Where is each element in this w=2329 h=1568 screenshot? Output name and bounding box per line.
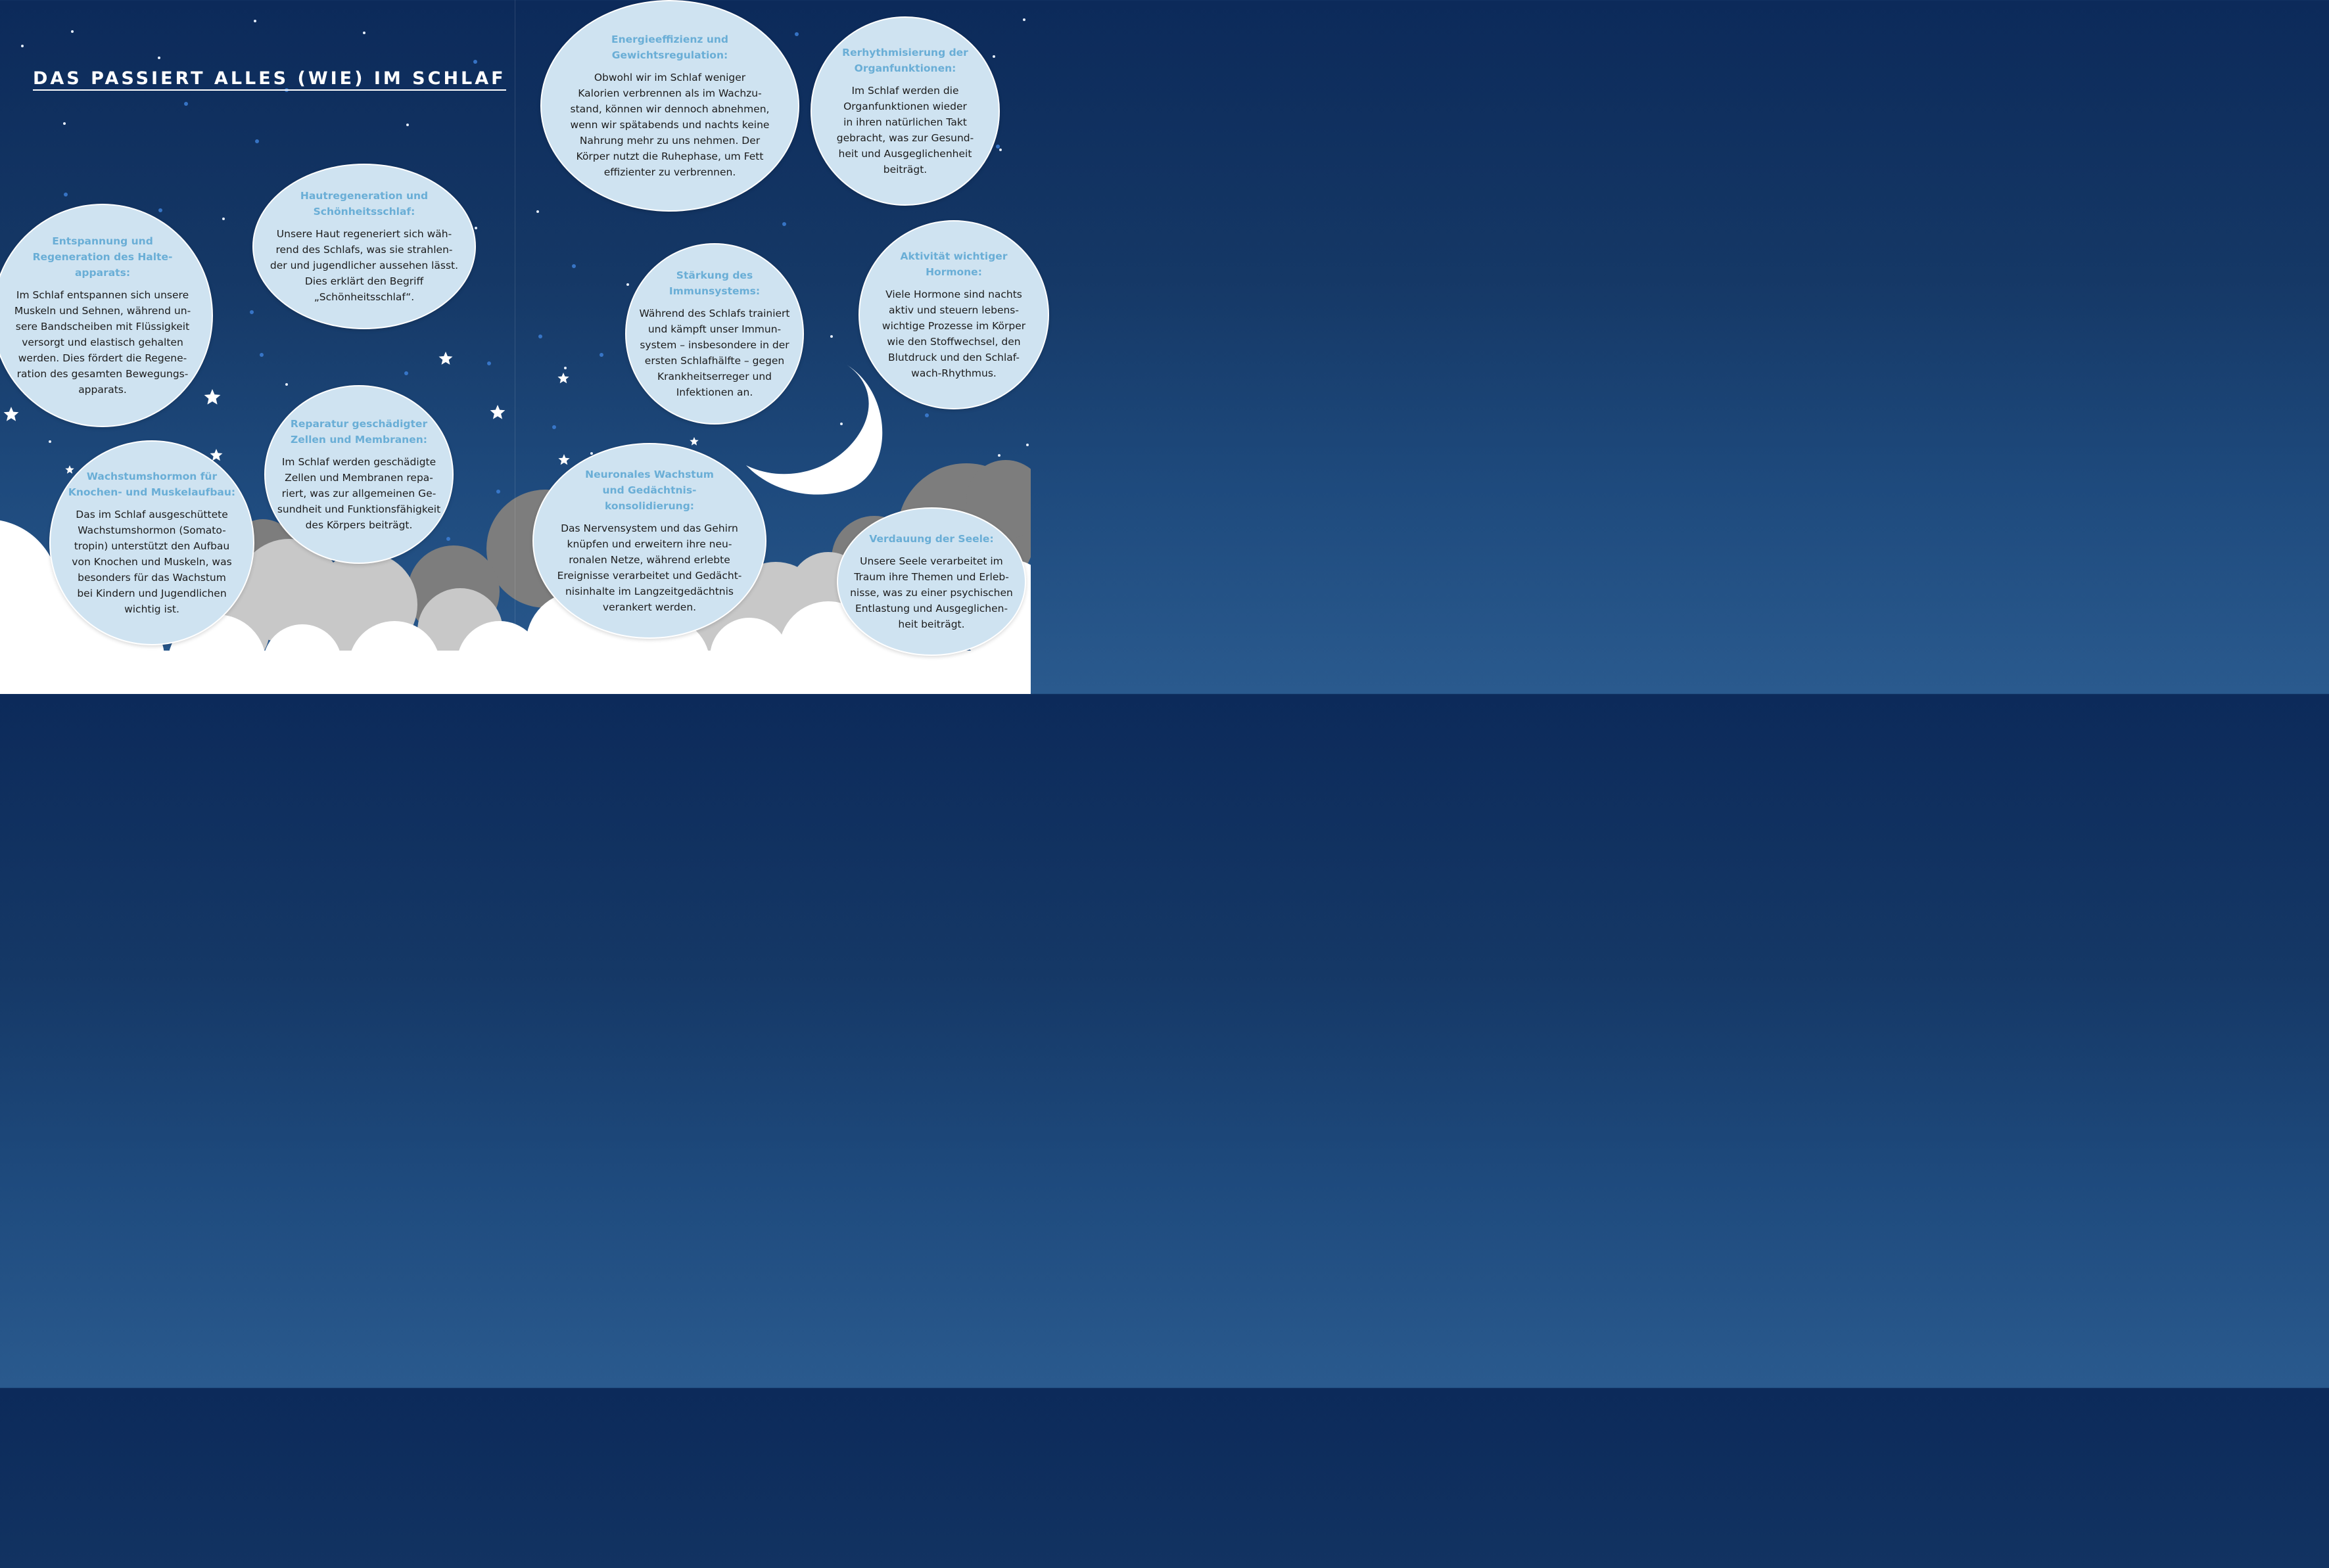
star-dot bbox=[250, 310, 254, 314]
bubble-neuronales-wachstum bbox=[532, 443, 766, 639]
star-dot bbox=[998, 454, 1000, 457]
star-dot bbox=[496, 490, 500, 494]
star-dot bbox=[363, 32, 365, 34]
bubble-hautregeneration bbox=[252, 164, 476, 329]
bubble-text: Im Schlaf werden die Organfunktionen wieder in ihren natürlichen Takt gebracht, was zur Gesund- heit und Ausgeglichenheit beiträgt. bbox=[836, 85, 974, 175]
star-dot bbox=[925, 413, 929, 417]
bubble-reparatur bbox=[264, 385, 454, 564]
star-dot bbox=[184, 102, 188, 106]
star-icon bbox=[490, 405, 506, 419]
star-dot bbox=[255, 139, 259, 143]
bubble-text: Im Schlaf werden geschädigte Zellen und Membranen repa- riert, was zur allgemeinen Ge- sundheit und Funktionsfähigkeit des Körpers beiträgt. bbox=[277, 456, 441, 531]
bubble-hormone bbox=[859, 220, 1049, 409]
bubble-heading: Rerhythmisierung der Organfunktionen: bbox=[842, 47, 968, 74]
star-dot bbox=[782, 222, 786, 226]
bubble-verdauung-der-seele bbox=[837, 507, 1026, 656]
star-dot bbox=[552, 425, 556, 429]
star-dot bbox=[600, 353, 603, 357]
star-dot bbox=[475, 227, 477, 229]
page-title: DAS PASSIERT ALLES (WIE) IM SCHLAF bbox=[33, 68, 506, 91]
star-dot bbox=[404, 371, 408, 375]
bubble-heading: Hautregeneration und Schönheitsschlaf: bbox=[300, 190, 429, 218]
star-dot bbox=[538, 334, 542, 338]
bubble-heading: Aktivität wichtiger Hormone: bbox=[900, 250, 1008, 278]
star-dot bbox=[222, 218, 225, 220]
star-icon bbox=[210, 449, 223, 461]
bubble-entspannung bbox=[0, 204, 213, 427]
star-dot bbox=[49, 440, 51, 443]
bubble-heading: Neuronales Wachstum und Gedächtnis- konsolidierung: bbox=[585, 469, 714, 512]
star-dot bbox=[830, 335, 833, 338]
star-dot bbox=[840, 423, 843, 425]
star-dot bbox=[572, 264, 576, 268]
bubble-heading: Reparatur geschädigter Zellen und Membranen: bbox=[290, 418, 428, 446]
star-dot bbox=[487, 361, 491, 365]
star-dot bbox=[473, 60, 477, 64]
bubble-text: Das im Schlaf ausgeschüttete Wachstumshormon (Somato- tropin) unterstützt den Aufbau von Knochen und Muskeln, was besonders für das Wachstum bei Kindern und Jugendlichen wichtig ist. bbox=[72, 509, 232, 615]
star-dot bbox=[260, 353, 264, 357]
bubble-heading: Stärkung des Immunsystems: bbox=[669, 269, 761, 297]
star-icon bbox=[558, 454, 569, 465]
star-icon bbox=[557, 373, 569, 383]
bubble-heading: Energieeffizienz und Gewichtsregulation: bbox=[611, 34, 728, 61]
bubble-text: Unsere Haut regeneriert sich wäh- rend des Schlafs, was sie strahlen- der und jugendlicher aussehen lässt. Dies erklärt den Begriff „Schönheitsschlaf“. bbox=[270, 228, 459, 303]
bubble-energieeffizienz bbox=[540, 0, 799, 212]
bubble-text: Das Nervensystem und das Gehirn knüpfen und erweitern ihre neu- ronalen Netze, während erlebte Ereignisse verarbeitet und Gedächt- nisinhalte im Langzeitgedächtnis verankert werden. bbox=[557, 522, 742, 613]
star-dot bbox=[536, 210, 539, 213]
bubble-wachstumshormon bbox=[49, 440, 254, 645]
bubble-heading: Entspannung und Regeneration des Halte- apparats: bbox=[32, 235, 173, 279]
bubble-text: Viele Hormone sind nachts aktiv und steuern lebens- wichtige Prozesse im Körper wie den Stoffwechsel, den Blutdruck und den Schlaf- wach-Rhythmus. bbox=[882, 288, 1026, 379]
star-icon bbox=[690, 437, 698, 446]
star-icon bbox=[4, 407, 19, 421]
star-dot bbox=[285, 383, 288, 386]
star-dot bbox=[999, 149, 1002, 151]
star-dot bbox=[1026, 444, 1029, 446]
star-dot bbox=[993, 55, 995, 58]
star-dot bbox=[254, 20, 256, 22]
star-dot bbox=[64, 193, 68, 196]
star-dot bbox=[564, 367, 567, 369]
bubble-text: Unsere Seele verarbeitet im Traum ihre Themen und Erleb- nisse, was zu einer psychischen Entlastung und Ausgeglichen- heit beiträgt. bbox=[850, 555, 1013, 630]
star-dot bbox=[71, 30, 74, 33]
star-dot bbox=[996, 145, 1000, 149]
star-dot bbox=[446, 537, 450, 541]
star-dot bbox=[158, 208, 162, 212]
bubble-rerhythmisierung bbox=[811, 16, 1000, 206]
star-dot bbox=[406, 124, 409, 126]
star-dot bbox=[63, 122, 66, 125]
star-icon bbox=[439, 352, 453, 365]
star-dot bbox=[158, 57, 160, 59]
bubble-text: Während des Schlafs trainiert und kämpft unser Immun- system – insbesondere in der ersten Schlafhälfte – gegen Krankheitserreger und Infektionen an. bbox=[639, 308, 790, 398]
star-icon bbox=[204, 389, 221, 405]
star-dot bbox=[626, 283, 629, 286]
star-dot bbox=[795, 32, 799, 36]
bubble-immunsystem bbox=[625, 243, 804, 425]
star-dot bbox=[21, 45, 24, 47]
bubble-text: Obwohl wir im Schlaf weniger Kalorien verbrennen als im Wachzu- stand, können wir dennoch abnehmen, wenn wir spätabends und nachts keine Nahrung mehr zu uns nehmen. Der Körper nutzt die Ruhephase, um Fett effizienter zu verbrennen. bbox=[570, 72, 770, 178]
star-dot bbox=[1023, 18, 1025, 21]
bubble-text: Im Schlaf entspannen sich unsere Muskeln und Sehnen, während un- sere Bandscheiben mit Flüssigkeit versorgt und elastisch gehalten werden. Dies fördert die Regene- ration des gesamten Bewegungs- apparats. bbox=[14, 289, 191, 396]
bubble-heading: Verdauung der Seele: bbox=[869, 533, 994, 545]
bubble-heading: Wachstumshormon für Knochen- und Muskelaufbau: bbox=[68, 471, 236, 498]
